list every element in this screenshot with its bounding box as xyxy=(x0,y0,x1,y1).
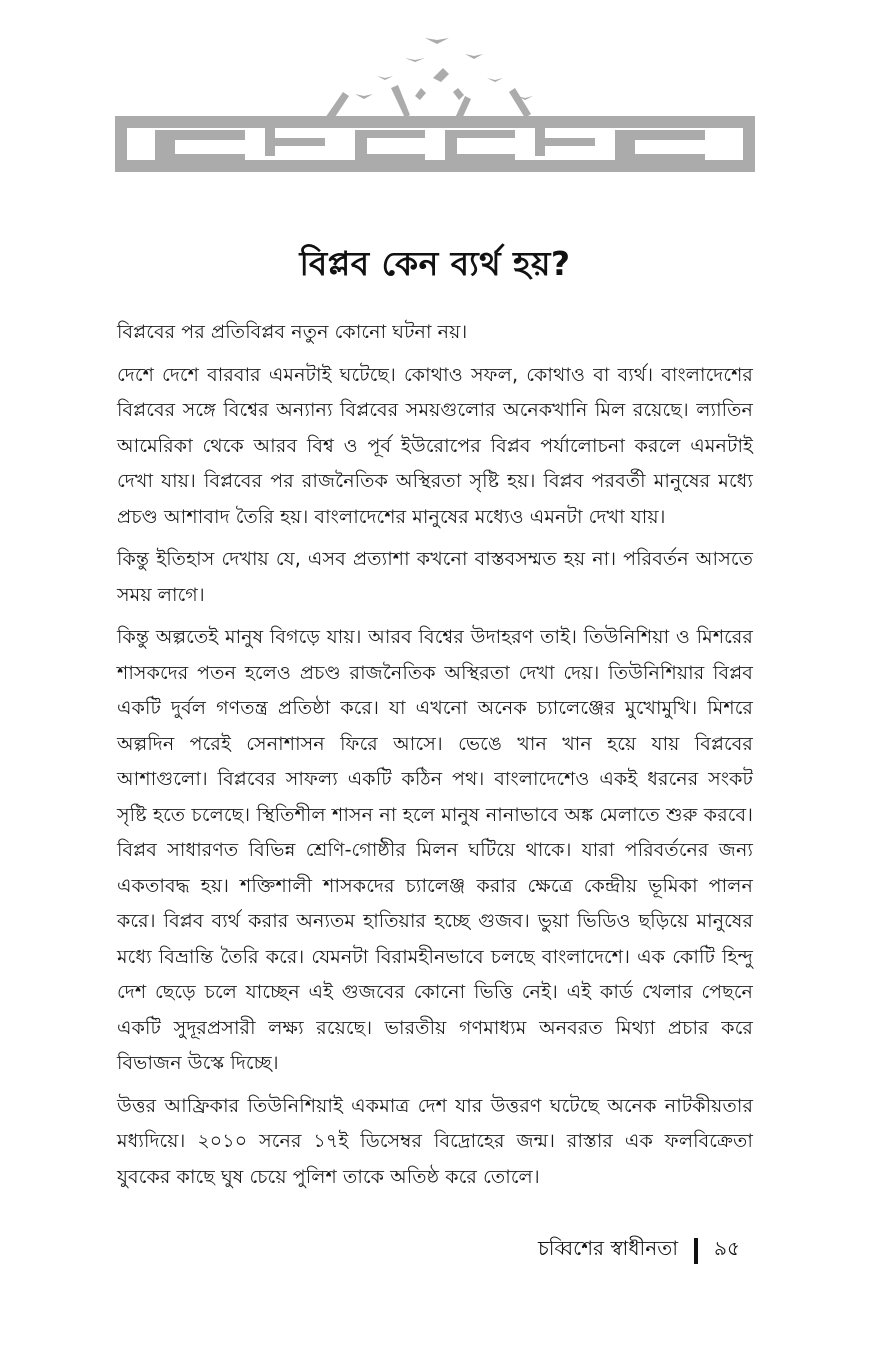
paragraph: কিন্তু অল্পতেই মানুষ বিগড়ে যায়। আরব বিশ্বের উদাহরণ তাই। তিউনিশিয়া ও মিশরের শাসকদের পতন হলেও প্রচণ্ড রাজনৈতিক অস্থিরতা দেখা দেয়। তিউনিশিয়ার বিপ্লব একটি দুর্বল গণতন্ত্র প্রতিষ্ঠা করে। যা এখনো অনেক চ্যালেঞ্জের মুখোমুখি। মিশরে অল্পদিন পরেই সেনাশাসন ফিরে আসে। ভেঙে খান খান হয়ে যায় বিপ্লবের আশাগুলো। বিপ্লবের সাফল্য একটি কঠিন পথ। বাংলাদেশেও একই ধরনের সংকট সৃষ্টি হতে চলেছে। স্থিতিশীল শাসন না হলে মানুষ নানাভাবে অঙ্ক মেলাতে শুরু করবে। বিপ্লব সাধারণত বিভিন্ন শ্রেণি-গোষ্ঠীর মিলন ঘটিয়ে থাকে। যারা পরিবর্তনের জন্য একতাবদ্ধ হয়। শক্তিশালী শাসকদের চ্যালেঞ্জ করার ক্ষেত্রে কেন্দ্রীয় ভূমিকা পালন করে। বিপ্লব ব্যর্থ করার অন্যতম হাতিয়ার হচ্ছে গুজব। ভুয়া ভিডিও ছড়িয়ে মানুষের মধ্যে বিভ্রান্তি তৈরি করে। যেমনটা বিরামহীনভাবে চলছে বাংলাদেশে। এক কোটি হিন্দু দেশ ছেড়ে চলে যাচ্ছেন এই গুজবের কোনো ভিত্তি নেই। এই কার্ড খেলার পেছনে একটি সুদূরপ্রসারী লক্ষ্য রয়েছে। ভারতীয় গণমাধ্যম অনবরত মিথ্যা প্রচার করে বিভাজন উস্কে দিচ্ছে। xyxy=(117,625,753,1074)
paragraph: দেশে দেশে বারবার এমনটাই ঘটেছে। কোথাও সফল, কোথাও বা ব্যর্থ। বাংলাদেশের বিপ্লবের সঙ্গে বিশ্বের অন্যান্য বিপ্লবের সময়গুলোর অনেকখানি মিল রয়েছে। ল্যাতিন আমেরিকা থেকে আরব বিশ্ব ও পূর্ব ইউরোপের বিপ্লব পর্যালোচনা করলে এমনটাই দেখা যায়। বিপ্লবের পর রাজনৈতিক অস্থিরতা সৃষ্টি হয়। বিপ্লব পরবর্তী মানুষের মধ্যে প্রচণ্ড আশাবাদ তৈরি হয়। বাংলাদেশের মানুষের মধ্যেও এমনটা দেখা যায়। xyxy=(117,362,753,528)
paragraph: উত্তর আফ্রিকার তিউনিশিয়াই একমাত্র দেশ যার উত্তরণ ঘটেছে অনেক নাটকীয়তার মধ্যদিয়ে। ২০১০ সনের ১৭ই ডিসেম্বর বিদ্রোহের জন্ম। রাস্তার এক ফলবিক্রেতা যুবকের কাছে ঘুষ চেয়ে পুলিশ তাকে অতিষ্ঠ করে তোলে। xyxy=(117,1093,753,1188)
footer-divider xyxy=(694,1238,698,1264)
paragraph: কিন্তু ইতিহাস দেখায় যে, এসব প্রত্যাশা কখনো বাস্তবসম্মত হয় না। পরিবর্তন আসতে সময় লাগে। xyxy=(117,547,753,606)
broken-chain-birds-icon xyxy=(115,18,755,188)
page-number: ৯৫ xyxy=(714,1236,740,1260)
running-book-title: চব্বিশের স্বাধীনতা xyxy=(538,1236,679,1260)
chapter-title: বিপ্লব কেন ব্যর্থ হয়? xyxy=(299,244,571,283)
paragraph: বিপ্লবের পর প্রতিবিপ্লব নতুন কোনো ঘটনা নয়। xyxy=(117,320,468,343)
page-footer xyxy=(538,1234,740,1267)
chapter-body xyxy=(117,314,753,1201)
